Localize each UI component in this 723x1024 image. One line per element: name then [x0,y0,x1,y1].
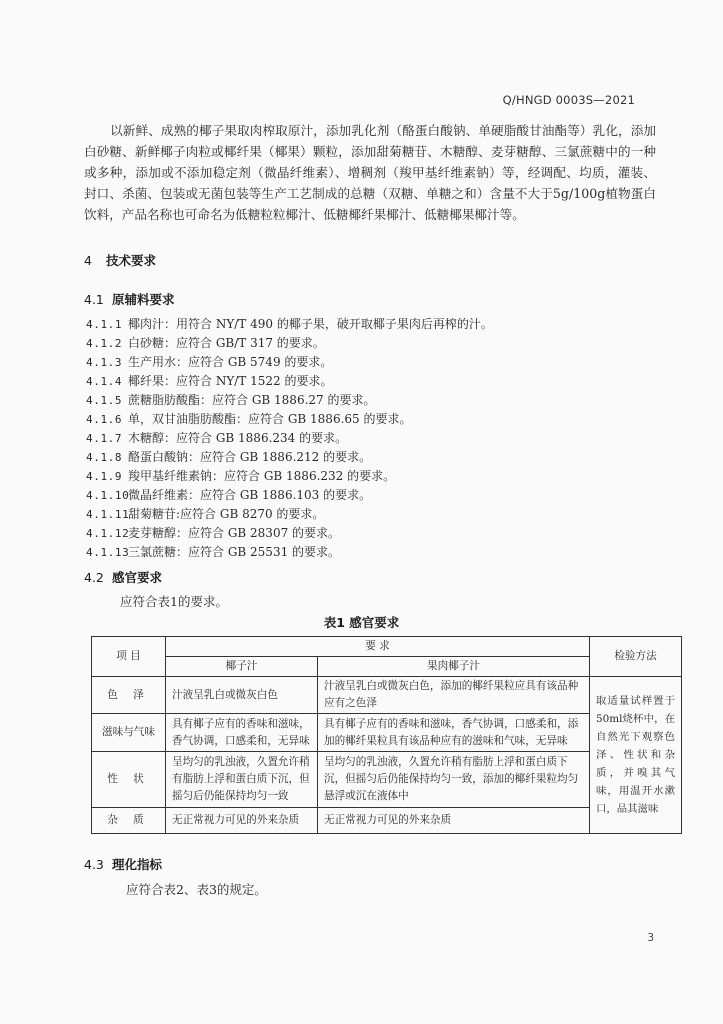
section-4-3-heading [84,855,162,873]
list-item [86,543,646,562]
item-text: 椰肉汁：用符合 NY/T 490 的椰子果，破开取椰子果肉后再榨的汁。 [128,317,493,331]
item-number: 4.1.1 [86,318,123,331]
table-header-row [92,637,682,657]
header-text: 检验方法 [614,650,657,662]
item-text: 白砂糖：应符合 GB/T 317 的要求。 [128,336,325,350]
item-text: 椰纤果：应符合 NY/T 1522 的要求。 [128,374,333,388]
list-item [86,372,646,391]
item-text: 单，双甘油脂肪酸酯：应符合 GB 1886.65 的要求。 [128,412,412,426]
list-item [86,429,646,448]
list-item [86,410,646,429]
item-number: 4.1.10 [86,489,130,502]
item-text: 蔗糖脂肪酸酯：应符合 GB 1886.27 的要求。 [128,393,376,407]
section-number: 4.1 [84,292,104,307]
document-number: Q/HNGD 0003S—2021 [502,93,635,107]
item-text: 木糖醇：应符合 GB 1886.234 的要求。 [128,431,348,445]
item-number: 4.1.6 [86,413,123,426]
item-text: 麦芽糖醇：应符合 GB 28307 的要求。 [128,526,341,540]
section-title: 原辅料要求 [112,292,175,307]
section-number: 4.2 [84,570,104,585]
item-text: 三氯蔗糖：应符合 GB 25531 的要求。 [128,545,341,559]
header-requirement [166,637,590,657]
sensory-requirements-table [91,636,682,834]
header-pulp-coconut-juice: 果肉椰子汁 [318,657,590,677]
cell-pulp: 呈均匀的乳浊液，久置允许稍有脂肪上浮和蛋白质下沉，但摇匀后仍能保持均匀一致，添加的椰纤果粒均匀悬浮或沉在液体中 [318,752,590,808]
item-number: 4.1.13 [86,546,130,559]
section-4-1-heading [84,290,175,308]
list-item [86,315,646,334]
cell-pulp: 汁液呈乳白或微灰白色，添加的椰纤果粒应具有该品种应有之色泽 [318,677,590,714]
section-title: 技术要求 [106,253,157,268]
item-number: 4.1.4 [86,375,123,388]
row-item: 滋味与气味 [92,714,166,752]
list-item [86,353,646,372]
item-number: 4.1.9 [86,470,123,483]
cell-pulp: 具有椰子应有的香味和滋味，香气协调，口感柔和，添加的椰纤果粒具有该品种应有的滋味和气味，无异味 [318,714,590,752]
cell-juice: 呈均匀的乳浊液，久置允许稍有脂肪上浮和蛋白质下沉，但摇匀后仍能保持均匀一致 [166,752,318,808]
cell-juice: 具有椰子应有的香味和滋味，香气协调，口感柔和，无异味 [166,714,318,752]
item-number: 4.1.5 [86,394,123,407]
header-coconut-juice: 椰子汁 [166,657,318,677]
requirements-list [86,315,646,562]
list-item [86,334,646,353]
section-title: 理化指标 [112,857,163,872]
section-number: 4 [84,253,92,268]
item-text: 生产用水：应符合 GB 5749 的要求。 [128,355,333,369]
cell-juice: 汁液呈乳白或微灰白色 [166,677,318,714]
item-text: 羧甲基纤维素钠：应符合 GB 1886.232 的要求。 [128,469,396,483]
list-item [86,524,646,543]
item-number: 4.1.2 [86,337,123,350]
cell-method: 取适量试样置于50ml烧杯中，在自然光下观察色泽、性状和杂质，并嗅其气味，用温开水漱口，品其滋味 [590,677,682,834]
list-item [86,505,646,524]
cell-pulp: 无正常视力可见的外来杂质 [318,808,590,834]
section-number: 4.3 [84,857,104,872]
table-caption: 表1 感官要求 [323,615,400,630]
section-title: 感官要求 [112,570,163,585]
header-item [92,637,166,677]
section-4-2-heading [84,568,162,586]
item-text: 甜菊糖苷:应符合 GB 8270 的要求。 [128,507,325,521]
item-number: 4.1.8 [86,451,123,464]
intro-text: 以新鲜、成熟的椰子果取肉榨取原汁，添加乳化剂（酪蛋白酸钠、单硬脂酸甘油酯等）乳化，添加白砂糖、新鲜椰子肉粒或椰纤果（椰果）颗粒，添加甜菊糖苷、木糖醇、麦芽糖醇、三氯蔗糖中的一种或多种，添加或不添加稳定剂（微晶纤维素）、增稠剂（羧甲基纤维素钠）等，经调配、均质，灌装、封口、杀菌、包装或无菌包装等生产工艺制成的总糖（双糖、单糖之和）含量不大于5g/100g植物蛋白饮料，产品名称也可命名为低糖粒粒椰汁、低糖椰纤果椰汁、低糖椰果椰汁等。 [84,123,656,222]
header-text: 项 目 [116,650,141,662]
header-text: 要 求 [365,640,390,652]
table-row [92,677,682,714]
intro-paragraph [84,120,656,225]
item-number: 4.1.11 [86,508,130,521]
row-item: 色 泽 [92,677,166,714]
page-number: 3 [647,932,654,944]
section-4-heading [84,251,156,269]
item-number: 4.1.12 [86,527,130,540]
item-number: 4.1.7 [86,432,123,445]
list-item [86,391,646,410]
cell-juice: 无正常视力可见的外来杂质 [166,808,318,834]
list-item [86,467,646,486]
header-method [590,637,682,677]
item-text: 微晶纤维素：应符合 GB 1886.103 的要求。 [128,488,372,502]
list-item [86,448,646,467]
item-text: 酪蛋白酸钠：应符合 GB 1886.212 的要求。 [128,450,372,464]
section-4-2-body: 应符合表1的要求。 [120,594,228,609]
list-item [86,486,646,505]
section-4-3-body: 应符合表2、表3的规定。 [126,882,267,897]
row-item: 性 状 [92,752,166,808]
item-number: 4.1.3 [86,356,123,369]
row-item: 杂 质 [92,808,166,834]
